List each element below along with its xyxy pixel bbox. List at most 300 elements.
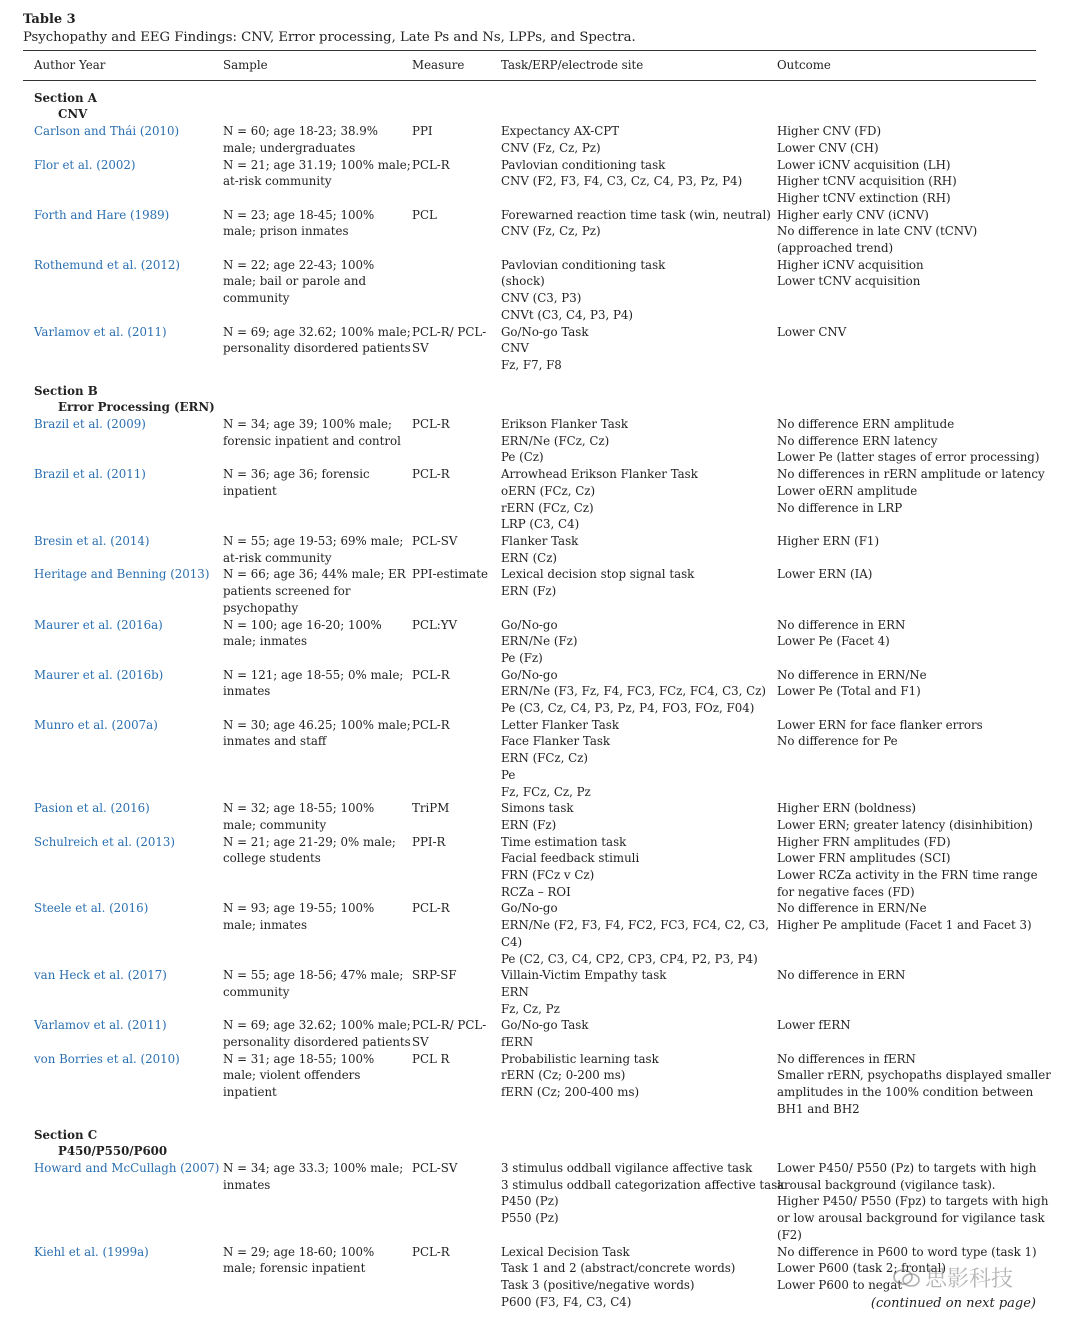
outcome-line: Higher ERN (F1) xyxy=(777,533,880,548)
task-line: Pavlovian conditioning task xyxy=(501,157,666,172)
outcome-cell xyxy=(766,617,1036,667)
author-cell xyxy=(23,834,212,901)
outcome-line: No differences in fERN xyxy=(777,1051,916,1066)
outcome-line: No difference for Pe xyxy=(777,734,898,749)
task-line: Expectancy AX-CPT xyxy=(501,124,620,139)
measure-cell xyxy=(401,1051,490,1118)
sample-cell xyxy=(212,466,401,533)
author-cell xyxy=(23,257,212,324)
outcome-line: Lower RCZa activity in the FRN time range xyxy=(777,868,1038,883)
task-line: CNV (Fz, Cz, Pz) xyxy=(501,140,601,155)
measure-line: SV xyxy=(412,1035,429,1050)
sample-line: forensic inpatient and control xyxy=(223,433,401,448)
sample-line: male; violent offenders xyxy=(223,1068,361,1083)
author-cell xyxy=(23,667,212,717)
task-cell xyxy=(490,207,771,257)
sample-line: community xyxy=(223,291,290,306)
findings-table xyxy=(23,50,1051,1310)
table-row xyxy=(23,207,1036,257)
measure-cell xyxy=(401,667,490,717)
task-line: Go/No-go Task xyxy=(501,324,589,339)
author-link[interactable]: Pasion et al. (2016) xyxy=(34,801,150,816)
outcome-line: No difference in ERN xyxy=(777,617,906,632)
author-link[interactable]: van Heck et al. (2017) xyxy=(34,968,167,983)
outcome-cell xyxy=(766,800,1036,833)
task-line: Lexical Decision Task xyxy=(501,1244,630,1259)
sample-cell xyxy=(212,533,404,566)
sample-line: male; bail or parole and xyxy=(223,274,367,289)
sample-cell xyxy=(212,900,401,967)
sample-line: N = 93; age 19-55; 100% xyxy=(223,901,375,916)
measure-line: PCL-R xyxy=(412,1244,450,1259)
sample-line: N = 22; age 22-43; 100% xyxy=(223,257,375,272)
outcome-line: Smaller rERN, psychopaths displayed smaller xyxy=(777,1068,1051,1083)
task-cell xyxy=(490,566,766,616)
sample-cell xyxy=(212,416,401,466)
sample-line: N = 36; age 36; forensic xyxy=(223,467,370,482)
outcome-line: Lower tCNV acquisition xyxy=(777,274,921,289)
sample-cell xyxy=(212,1244,401,1311)
sample-line: male; inmates xyxy=(223,918,308,933)
task-cell xyxy=(490,1160,785,1244)
task-line: Fz, Cz, Pz xyxy=(501,1001,560,1016)
table-row xyxy=(23,533,1036,566)
task-cell xyxy=(490,324,766,374)
watermark xyxy=(893,1262,1013,1293)
sample-cell xyxy=(212,834,401,901)
measure-cell xyxy=(401,900,490,967)
sample-line: N = 55; age 18-56; 47% male; xyxy=(223,968,404,983)
column-header: Outcome xyxy=(777,58,831,72)
outcome-line: Lower oERN amplitude xyxy=(777,483,918,498)
author-link[interactable]: Brazil et al. (2011) xyxy=(34,467,146,482)
sample-line: N = 30; age 46.25; 100% male; xyxy=(223,717,411,732)
measure-cell xyxy=(401,566,490,616)
task-line: P450 (Pz) xyxy=(501,1194,559,1209)
author-link[interactable]: Carlson and Thái (2010) xyxy=(34,124,180,139)
sample-line: male; undergraduates xyxy=(223,140,356,155)
table-row xyxy=(23,667,1036,717)
task-cell xyxy=(490,1244,766,1311)
sample-cell xyxy=(212,123,401,156)
measure-line: PCL:YV xyxy=(412,617,458,632)
sample-cell xyxy=(212,1160,404,1244)
measure-cell xyxy=(401,324,490,374)
author-link[interactable]: Schulreich et al. (2013) xyxy=(34,834,176,849)
task-line: Go/No-go Task xyxy=(501,1018,589,1033)
task-line: ERN (Fz) xyxy=(501,817,557,832)
author-cell xyxy=(23,466,212,533)
author-link[interactable]: Varlamov et al. (2011) xyxy=(34,1018,167,1033)
continued-note: (continued on next page) xyxy=(870,1296,1036,1311)
task-line: Pe (Cz) xyxy=(501,450,544,465)
sample-cell xyxy=(212,1051,401,1118)
task-line: Fz, F7, F8 xyxy=(501,357,562,372)
sample-line: college students xyxy=(223,851,321,866)
measure-line: TriPM xyxy=(412,801,450,816)
task-line: Flanker Task xyxy=(501,533,579,548)
author-cell xyxy=(23,533,212,566)
task-cell xyxy=(490,967,766,1017)
table-row xyxy=(23,416,1036,466)
table-row xyxy=(23,717,1036,801)
table-row xyxy=(23,900,1036,967)
measure-line: SV xyxy=(412,341,429,356)
task-cell xyxy=(490,834,766,901)
outcome-line: Higher tCNV acquisition (RH) xyxy=(777,174,957,189)
outcome-cell xyxy=(766,900,1036,967)
task-line: Task 1 and 2 (abstract/concrete words) xyxy=(501,1261,736,1276)
sample-line: male; inmates xyxy=(223,634,308,649)
table-body xyxy=(23,80,1051,1310)
outcome-line: or low arousal background for vigilance task xyxy=(777,1211,1045,1226)
sample-line: N = 121; age 18-55; 0% male; xyxy=(223,667,404,682)
author-link[interactable]: Munro et al. (2007a) xyxy=(34,717,158,732)
task-line: FRN (FCz v Cz) xyxy=(501,868,595,883)
measure-line: PPI-estimate xyxy=(412,567,489,582)
measure-cell xyxy=(401,157,490,207)
measure-cell xyxy=(401,834,490,901)
task-cell xyxy=(490,416,766,466)
author-cell xyxy=(23,1160,220,1244)
outcome-cell xyxy=(766,257,1036,324)
measure-cell xyxy=(401,257,490,324)
author-link[interactable]: von Borries et al. (2010) xyxy=(34,1051,180,1066)
measure-line: PPI xyxy=(412,124,433,139)
task-line: Forewarned reaction time task (win, neutral) xyxy=(501,207,771,222)
outcome-line: Lower ERN; greater latency (disinhibition) xyxy=(777,817,1033,832)
author-link[interactable]: Brazil et al. (2009) xyxy=(34,417,146,432)
sample-cell xyxy=(212,617,401,667)
outcome-line: arousal background (vigilance task). xyxy=(777,1177,996,1192)
sample-line: N = 23; age 18-45; 100% xyxy=(223,207,375,222)
outcome-line: No difference ERN amplitude xyxy=(777,417,955,432)
task-line: Pe xyxy=(501,767,516,782)
sample-line: inmates xyxy=(223,684,271,699)
task-line: rERN (Cz; 0-200 ms) xyxy=(501,1068,626,1083)
author-link[interactable]: Maurer et al. (2016a) xyxy=(34,617,163,632)
task-cell xyxy=(490,257,766,324)
task-line: Fz, FCz, Cz, Pz xyxy=(501,784,591,799)
task-line: P550 (Pz) xyxy=(501,1211,559,1226)
author-link[interactable]: Bresin et al. (2014) xyxy=(34,533,150,548)
section-heading-row xyxy=(23,374,1036,400)
outcome-cell xyxy=(766,466,1045,533)
outcome-line: for negative faces (FD) xyxy=(777,884,915,899)
outcome-line: Higher Pe amplitude (Facet 1 and Facet 3) xyxy=(777,918,1032,933)
task-line: CNV (Fz, Cz, Pz) xyxy=(501,224,601,239)
sample-cell xyxy=(212,257,401,324)
outcome-line: Higher ERN (boldness) xyxy=(777,801,917,816)
outcome-line: Higher CNV (FD) xyxy=(777,124,882,139)
measure-cell xyxy=(401,1160,490,1244)
measure-cell xyxy=(401,967,490,1017)
outcome-line: Higher iCNV acquisition xyxy=(777,257,924,272)
task-line: ERN/Ne (FCz, Cz) xyxy=(501,433,610,448)
outcome-cell xyxy=(766,1160,1049,1244)
outcome-cell xyxy=(766,1017,1036,1050)
measure-cell xyxy=(401,123,490,156)
task-cell xyxy=(490,533,766,566)
author-link[interactable]: Maurer et al. (2016b) xyxy=(34,667,164,682)
sample-cell xyxy=(212,566,406,616)
sample-cell xyxy=(212,800,401,833)
author-link[interactable]: Steele et al. (2016) xyxy=(34,901,149,916)
sample-line: at-risk community xyxy=(223,550,332,565)
author-link[interactable]: Kiehl et al. (1999a) xyxy=(34,1244,149,1259)
outcome-line: Lower P600 (task 2; frontal) xyxy=(777,1261,947,1276)
task-line: ERN (FCz, Cz) xyxy=(501,751,588,766)
measure-line: PCL-R/ PCL- xyxy=(412,324,487,339)
outcome-line: Lower Pe (latter stages of error processing) xyxy=(777,450,1040,465)
outcome-line: (F2) xyxy=(777,1227,802,1242)
column-header: Sample xyxy=(223,58,268,72)
task-cell xyxy=(490,617,766,667)
table-row xyxy=(23,157,1036,207)
sample-cell xyxy=(212,667,404,717)
section-heading-row xyxy=(23,1118,1036,1144)
task-line: ERN/Ne (Fz) xyxy=(501,634,578,649)
sample-line: N = 69; age 32.62; 100% male; xyxy=(223,1018,411,1033)
author-cell xyxy=(23,416,212,466)
task-line: CNV (C3, P3) xyxy=(501,291,582,306)
table-row xyxy=(23,324,1036,374)
author-link[interactable]: Rothemund et al. (2012) xyxy=(34,257,180,272)
table-row xyxy=(23,1017,1036,1050)
outcome-line: Higher FRN amplitudes (FD) xyxy=(777,834,951,849)
task-line: ERN (Fz) xyxy=(501,584,557,599)
outcome-line: BH1 and BH2 xyxy=(777,1101,860,1116)
measure-line: PCL xyxy=(412,207,437,222)
author-cell xyxy=(23,1017,212,1050)
measure-line: PCL-R xyxy=(412,717,450,732)
task-line: Facial feedback stimuli xyxy=(501,851,640,866)
author-link[interactable]: Heritage and Benning (2013) xyxy=(34,567,210,582)
sample-line: at-risk community xyxy=(223,174,332,189)
task-line: ERN/Ne (F3, Fz, F4, FC3, FCz, FC4, C3, Cz) xyxy=(501,684,766,699)
sample-line: inpatient xyxy=(223,1085,277,1100)
outcome-line: No difference in P600 to word type (task 1) xyxy=(777,1244,1037,1259)
outcome-cell xyxy=(766,1051,1051,1118)
task-line: ERN (Cz) xyxy=(501,550,558,565)
section-title: Section A xyxy=(34,90,97,105)
section-subtitle-row xyxy=(23,399,1036,416)
sample-cell xyxy=(212,207,401,257)
measure-line: PCL-R xyxy=(412,417,450,432)
author-cell xyxy=(23,1244,212,1311)
sample-line: N = 55; age 19-53; 69% male; xyxy=(223,533,404,548)
outcome-line: Lower ERN for face flanker errors xyxy=(777,717,983,732)
outcome-line: No difference in ERN/Ne xyxy=(777,901,927,916)
task-line: Go/No-go xyxy=(501,617,558,632)
table-row xyxy=(23,834,1036,901)
outcome-cell xyxy=(766,717,1036,801)
measure-cell xyxy=(401,800,490,833)
sample-line: N = 32; age 18-55; 100% xyxy=(223,801,375,816)
sample-line: male; prison inmates xyxy=(223,224,349,239)
sample-line: N = 21; age 31.19; 100% male; xyxy=(223,157,411,172)
outcome-line: Higher early CNV (iCNV) xyxy=(777,207,929,222)
sample-line: N = 31; age 18-55; 100% xyxy=(223,1051,375,1066)
sample-line: inmates and staff xyxy=(223,734,327,749)
sample-line: personality disordered patients xyxy=(223,1035,411,1050)
author-link[interactable]: Howard and McCullagh (2007) xyxy=(34,1161,220,1175)
table-row xyxy=(23,466,1036,533)
outcome-line: Lower P450/ P550 (Pz) to targets with high xyxy=(777,1161,1037,1175)
section-subtitle-row xyxy=(23,1143,1036,1160)
measure-line: PCL-SV xyxy=(412,1161,458,1175)
sample-line: patients screened for xyxy=(223,584,351,599)
table-row xyxy=(23,967,1036,1017)
author-link[interactable]: Forth and Hare (1989) xyxy=(34,207,170,222)
outcome-line: Lower ERN (IA) xyxy=(777,567,873,582)
sample-cell xyxy=(212,1017,411,1050)
task-line: Simons task xyxy=(501,801,574,816)
sample-line: N = 34; age 33.3; 100% male; xyxy=(223,1161,404,1175)
measure-cell xyxy=(401,416,490,466)
section-heading-row xyxy=(23,80,1036,106)
measure-cell xyxy=(401,617,490,667)
sample-line: N = 60; age 18-23; 38.9% xyxy=(223,124,378,139)
task-cell xyxy=(490,157,766,207)
task-line: Villain-Victim Empathy task xyxy=(501,968,667,983)
table-row xyxy=(23,123,1036,156)
sample-line: male; forensic inpatient xyxy=(223,1261,366,1276)
measure-cell xyxy=(401,717,490,801)
outcome-line: No difference in late CNV (tCNV) xyxy=(777,224,978,239)
outcome-line: Lower iCNV acquisition (LH) xyxy=(777,157,951,172)
measure-cell xyxy=(401,1017,490,1050)
task-line: fERN xyxy=(501,1035,534,1050)
author-cell xyxy=(23,324,212,374)
outcome-line: No difference in LRP xyxy=(777,500,903,515)
author-cell xyxy=(23,1051,212,1118)
table-row xyxy=(23,257,1036,324)
outcome-line: Lower fERN xyxy=(777,1018,851,1033)
task-line: Pe (C2, C3, C4, CP2, CP3, CP4, P2, P3, P4) xyxy=(501,951,758,966)
task-cell xyxy=(490,1017,766,1050)
outcome-cell xyxy=(766,157,1036,207)
sample-line: inmates xyxy=(223,1177,271,1192)
outcome-cell xyxy=(766,667,1036,717)
task-line: rERN (FCz, Cz) xyxy=(501,500,594,515)
author-cell xyxy=(23,967,212,1017)
sample-line: N = 66; age 36; 44% male; ER xyxy=(223,567,406,582)
author-link[interactable]: Flor et al. (2002) xyxy=(34,157,136,172)
outcome-line: Lower CNV xyxy=(777,324,847,339)
section-subtitle: CNV xyxy=(58,107,88,122)
outcome-line: Higher tCNV extinction (RH) xyxy=(777,190,951,205)
task-line: Go/No-go xyxy=(501,901,558,916)
column-header: Measure xyxy=(412,58,465,72)
task-line: oERN (FCz, Cz) xyxy=(501,483,596,498)
task-cell xyxy=(490,717,766,801)
author-cell xyxy=(23,157,212,207)
task-line: 3 stimulus oddball vigilance affective task xyxy=(501,1161,753,1175)
sample-cell xyxy=(212,324,411,374)
table-row xyxy=(23,617,1036,667)
task-line: 3 stimulus oddball categorization affective task xyxy=(501,1177,785,1192)
task-line: Pe (C3, Cz, C4, P3, Pz, P4, FO3, FOz, F04) xyxy=(501,701,755,716)
table-row xyxy=(23,566,1036,616)
outcome-cell xyxy=(766,834,1036,901)
sample-line: N = 29; age 18-60; 100% xyxy=(223,1244,375,1259)
outcome-line: Lower Pe (Facet 4) xyxy=(777,634,890,649)
measure-line: PCL-R xyxy=(412,157,450,172)
sample-cell xyxy=(212,157,411,207)
sample-line: personality disordered patients xyxy=(223,341,411,356)
measure-line: PCL R xyxy=(412,1051,450,1066)
section-subtitle: P450/P550/P600 xyxy=(58,1144,168,1159)
measure-line: PPI-R xyxy=(412,834,446,849)
task-line: RCZa – ROI xyxy=(501,884,571,899)
author-link[interactable]: Varlamov et al. (2011) xyxy=(34,324,167,339)
outcome-line: No differences in rERN amplitude or latency xyxy=(777,467,1045,482)
measure-line: PCL-R xyxy=(412,667,450,682)
measure-cell xyxy=(401,207,490,257)
author-cell xyxy=(23,123,212,156)
sample-cell xyxy=(212,967,404,1017)
outcome-line: Lower FRN amplitudes (SCI) xyxy=(777,851,951,866)
measure-cell xyxy=(401,1244,490,1311)
column-header: Author Year xyxy=(34,58,106,72)
sample-line: psychopathy xyxy=(223,600,299,615)
task-line: fERN (Cz; 200-400 ms) xyxy=(501,1085,640,1100)
wechat-icon xyxy=(893,1268,921,1288)
author-cell xyxy=(23,717,212,801)
measure-line: PCL-R/ PCL- xyxy=(412,1018,487,1033)
outcome-line: Lower Pe (Total and F1) xyxy=(777,684,921,699)
task-line: P600 (F3, F4, C3, C4) xyxy=(501,1294,632,1309)
task-line: Pavlovian conditioning task xyxy=(501,257,666,272)
task-line: CNV (F2, F3, F4, C3, Cz, C4, P3, Pz, P4) xyxy=(501,174,743,189)
section-subtitle-row xyxy=(23,106,1036,123)
task-cell xyxy=(490,900,769,967)
outcome-line: No difference in ERN/Ne xyxy=(777,667,927,682)
header-row xyxy=(23,51,1036,81)
measure-cell xyxy=(401,533,490,566)
measure-line: SRP-SF xyxy=(412,968,457,983)
author-cell xyxy=(23,207,212,257)
outcome-cell xyxy=(766,123,1036,156)
sample-cell xyxy=(212,717,411,801)
outcome-line: (approached trend) xyxy=(777,241,894,256)
task-line: CNVt (C3, C4, P3, P4) xyxy=(501,307,634,322)
task-line: Pe (Fz) xyxy=(501,650,543,665)
task-cell xyxy=(490,1051,766,1118)
task-line: ERN xyxy=(501,984,529,999)
table-row xyxy=(23,1051,1036,1118)
outcome-line: No difference in ERN xyxy=(777,968,906,983)
task-line: Task 3 (positive/negative words) xyxy=(501,1277,695,1292)
task-line: C4) xyxy=(501,934,523,949)
task-line: Probabilistic learning task xyxy=(501,1051,659,1066)
column-header: Task/ERP/electrode site xyxy=(501,58,644,72)
sample-line: N = 21; age 21-29; 0% male; xyxy=(223,834,396,849)
table-page xyxy=(23,10,1051,1310)
task-line: Go/No-go xyxy=(501,667,558,682)
task-line: LRP (C3, C4) xyxy=(501,517,580,532)
sample-line: male; community xyxy=(223,817,327,832)
task-line: Erikson Flanker Task xyxy=(501,417,628,432)
measure-line: PCL-SV xyxy=(412,533,458,548)
table-caption: Psychopathy and EEG Findings: CNV, Error processing, Late Ps and Ns, LPPs, and Spectra. xyxy=(23,30,636,45)
outcome-line: Lower P600 to negat xyxy=(777,1277,903,1292)
task-cell xyxy=(490,800,766,833)
task-line: Letter Flanker Task xyxy=(501,717,619,732)
measure-line: PCL-R xyxy=(412,467,450,482)
sample-line: N = 100; age 16-20; 100% xyxy=(223,617,382,632)
